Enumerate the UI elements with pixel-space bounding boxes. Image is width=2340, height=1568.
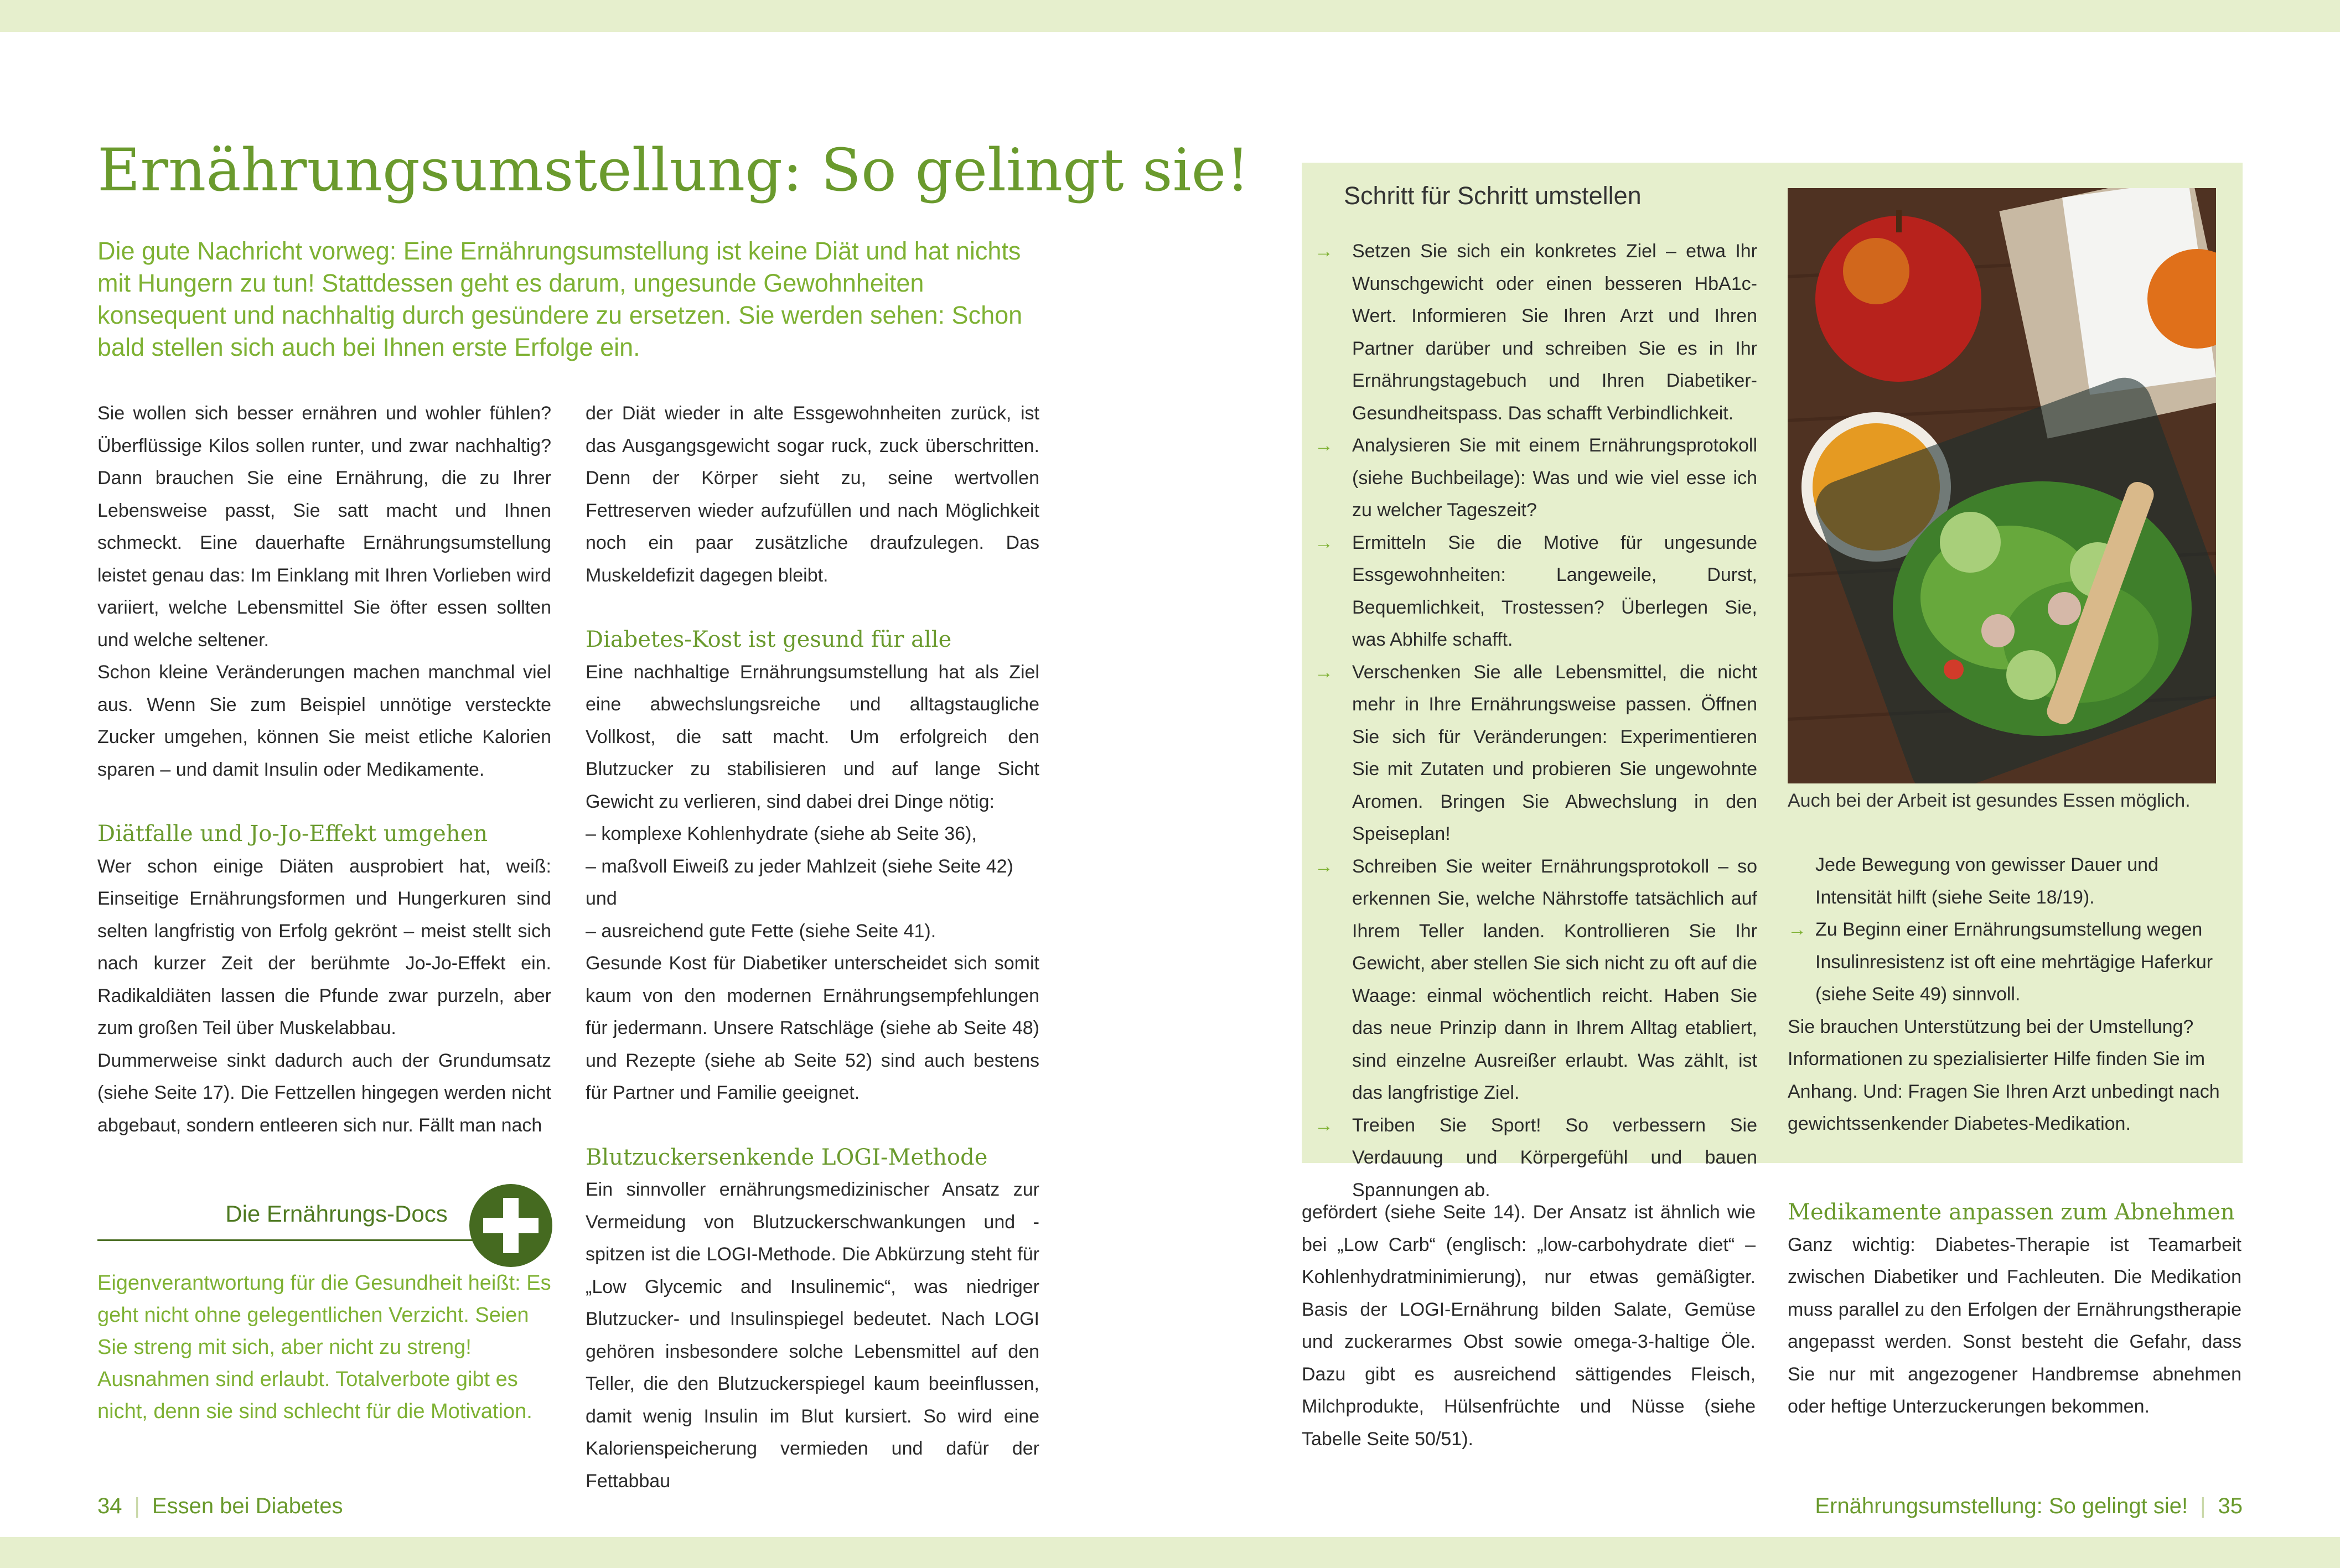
- col2-paragraph-1: der Diät wieder in alte Essgewohnheiten zurück, ist das Ausgangsgewicht sogar ruck, zuck überschritten. Denn der Körper sieht zu, seine wertvollen Fettreserven wieder aufzufüllen und nach Möglichkeit noch ein paar zusätzliche draufzulegen. Das Muskeldefizit dagegen bleibt.: [586, 403, 1039, 586]
- col4-subheading: Medikamente anpassen zum Abnehmen: [1788, 1200, 2235, 1225]
- col2-paragraph-4: Ein sinnvoller ernährungsmedizinischer Ansatz zur Vermeidung von Blutzuckerschwankungen und -spitzen ist die LOGI-Methode. Die Abkürzung steht für „Low Glycemic and Insulinemic“, was niedriger Blutzucker- und Insulinspiegel bedeutet. Nach LOGI gehören insbesondere solche Lebensmittel auf den Teller, die den Blutzuckerspiegel kaum beeinflussen, damit wenig Insulin im Blut kursiert. So wird eine Kalorienspeicherung vermieden und dafür der Fettabbau: [586, 1179, 1039, 1492]
- list-item: → Zu Beginn einer Ernährungsumstellung wegen Insulinresistenz ist oft eine mehrtägige Haferkur (siehe Seite 49) sinnvoll.: [1788, 913, 2230, 1011]
- col1-subheading: Diätfalle und Jo-Jo-Effekt umgehen: [97, 821, 488, 847]
- footer-right: [1815, 1494, 2243, 1519]
- col1-paragraph-2: Schon kleine Veränderungen machen manchmal viel aus. Wenn Sie zum Beispiel unnötige versteckte Zucker umgehen, können Sie meist etliche Kalorien sparen – und damit Insulin oder Medikamente.: [97, 662, 551, 780]
- col4-paragraph-1: Ganz wichtig: Diabetes-Therapie ist Teamarbeit zwischen Diabetiker und Fachleuten. Die Medikation muss parallel zu den Erfolgen der Ernährungstherapie angepasst werden. Sonst besteht die Gefahr, dass Sie nur mit angezogener Handbremse abnehmen oder heftige Unterzuckerungen bekommen.: [1788, 1234, 2241, 1417]
- col2-paragraph-3: Gesunde Kost für Diabetiker unterscheidet sich somit kaum von den modernen Ernährungsempfehlungen für jedermann. Unsere Ratschläge (siehe ab Seite 48) und Rezepte (siehe ab Seite 52) sind auch bestens für Partner und Familie geeignet.: [586, 953, 1039, 1103]
- footer-separator: |: [2200, 1494, 2206, 1518]
- col2-subheading-2: Blutzuckersenkende LOGI-Methode: [586, 1144, 988, 1170]
- top-band: [0, 0, 2340, 32]
- list-item: → Setzen Sie sich ein konkretes Ziel – etwa Ihr Wunschgewicht oder einen besseren HbA1c-Wert. Informieren Sie Ihren Arzt und Ihren Partner darüber und schreiben Sie es in Ihr Ernährungstagebuch und Ihren Diabetiker-Gesundheitspass. Das schafft Verbindlichkeit.: [1314, 235, 1757, 429]
- docs-text: Eigenverantwortung für die Gesundheit heißt: Es geht nicht ohne gelegentlichen Verzicht. Seien Sie streng mit sich, aber nicht zu streng! Ausnahmen sind erlaubt. Totalverbote gibt es nicht, denn sie sind schlecht für die Motivation.: [97, 1271, 551, 1423]
- col1-paragraph-4: Dummerweise sinkt dadurch auch der Grundumsatz (siehe Seite 17). Die Fettzellen hingegen werden nicht abgebaut, sondern entleeren sich nur. Fällt man nach: [97, 1050, 551, 1136]
- photo-caption: Auch bei der Arbeit ist gesundes Essen möglich.: [1788, 790, 2191, 811]
- plus-cross-icon: [469, 1184, 552, 1267]
- intro-text: Die gute Nachricht vorweg: Eine Ernährungsumstellung ist keine Diät und hat nichts mit Hungern zu tun! Stattdessen geht es darum, ungesunde Gewohnheiten konsequent und nachhaltig durch gesündere zu ersetzen. Sie werden sehen: Schon bald stellen sich auch bei Ihnen erste Erfolge ein.: [97, 237, 1023, 361]
- tip-box-right-text: [1788, 849, 2230, 1140]
- tip-box-right-paragraph-2: Sie brauchen Unterstützung bei der Umstellung? Informationen zu spezialisierter Hilfe finden Sie im Anhang. Und: Fragen Sie Ihren Arzt unbedingt nach gewichtssenkender Diabetes-Medikation.: [1788, 1016, 2220, 1134]
- bottom-band: [0, 1537, 2340, 1568]
- col3-paragraph-1: gefördert (siehe Seite 14). Der Ansatz ist ähnlich wie bei „Low Carb“ (englisch: „low-carbohydrate diet“ – Kohlenhydratminimierung), nur etwas gemäßigter. Basis der LOGI-Ernährung bilden Salate, Gemüse und zuckerarmes Obst sowie omega-3-haltige Öle. Dazu gibt es ausreichend sättigendes Fleisch, Milchprodukte, Hülsenfrüchte und Nüsse (siehe Tabelle Seite 50/51).: [1302, 1202, 1756, 1450]
- page-title: Ernährungsumstellung: So gelingt sie!: [97, 136, 1250, 204]
- col1-paragraph-1: Sie wollen sich besser ernähren und wohler fühlen? Überflüssige Kilos sollen runter, und zwar nachhaltig? Dann brauchen Sie eine Ernährung, die zu Ihrer Lebensweise passt, Sie satt macht und Ihnen schmeckt. Eine dauerhafte Ernährungsumstellung leistet genau das: Im Einklang mit Ihren Vorlieben wird variiert, welche Lebensmittel Sie öfter essen sollten und welche seltener.: [97, 403, 551, 651]
- arrow-icon: →: [1788, 919, 1806, 940]
- col2-list-item-1: – komplexe Kohlenhydrate (siehe ab Seite 36),: [586, 823, 977, 844]
- tip-box-title: Schritt für Schritt umstellen: [1344, 181, 1642, 210]
- column-4: [1788, 1196, 2241, 1423]
- page-number-right: 35: [2218, 1494, 2243, 1518]
- column-2: [586, 397, 1039, 1497]
- footer-left-text: Essen bei Diabetes: [152, 1494, 343, 1518]
- arrow-icon: →: [1314, 1114, 1333, 1136]
- col1-paragraph-3: Wer schon einige Diäten ausprobiert hat, weiß: Einseitige Ernährungsformen und Hungerkuren sind selten langfristig von Erfolg gekrönt – meist stellt sich nach kurzer Zeit der berühmte Jo-Jo-Effekt ein. Radikaldiäten lassen die Pfunde zwar purzeln, aber zum großen Teil über Muskelabbau.: [97, 855, 551, 1039]
- col2-subheading-1: Diabetes-Kost ist gesund für alle: [586, 627, 952, 652]
- footer-left: [97, 1494, 343, 1519]
- footer-right-text: Ernährungsumstellung: So gelingt sie!: [1815, 1494, 2188, 1518]
- col2-list-item-3: – ausreichend gute Fette (siehe Seite 41).: [586, 920, 936, 942]
- arrow-icon: →: [1314, 435, 1333, 456]
- page-number-left: 34: [97, 1494, 122, 1518]
- list-item: → Ermitteln Sie die Motive für ungesunde Essgewohnheiten: Langeweile, Durst, Bequemlichkeit, Trostessen? Überlegen Sie, was Abhilfe schafft.: [1314, 527, 1757, 656]
- docs-divider: [97, 1239, 474, 1241]
- list-item: → Analysieren Sie mit einem Ernährungsprotokoll (siehe Buchbeilage): Was und wie viel esse ich zu welcher Tageszeit?: [1314, 429, 1757, 527]
- list-item: → Treiben Sie Sport! So verbessern Sie Verdauung und Körpergefühl und bauen Spannungen ab.: [1314, 1109, 1757, 1207]
- col2-paragraph-2: Eine nachhaltige Ernährungsumstellung hat als Ziel eine abwechslungsreiche und alltagstaugliche Vollkost, die satt macht. Um erfolgreich den Blutzucker zu stabilisieren und auf lange Sicht Gewicht zu verlieren, sind dabei drei Dinge nötig:: [586, 661, 1039, 812]
- arrow-icon: →: [1314, 855, 1333, 877]
- column-3: [1302, 1196, 1756, 1455]
- column-1: [97, 397, 551, 1141]
- tip-box-right-paragraph-1: Jede Bewegung von gewisser Dauer und Intensität hilft (siehe Seite 18/19).: [1815, 854, 2158, 908]
- salad-photo: [1788, 188, 2216, 783]
- col2-list-item-2: – maßvoll Eiweiß zu jeder Mahlzeit (siehe Seite 42) und: [586, 855, 1013, 909]
- docs-title: Die Ernährungs-Docs: [225, 1201, 448, 1227]
- arrow-icon: →: [1314, 532, 1333, 553]
- tip-box-list: [1314, 235, 1757, 1206]
- arrow-icon: →: [1314, 661, 1333, 683]
- list-item: → Schreiben Sie weiter Ernährungsprotokoll – so erkennen Sie, welche Nährstoffe tatsächlich auf Ihrem Teller landen. Kontrollieren Sie Ihr Gewicht, aber stellen Sie sich nicht zu oft auf die Waage: einmal wöchentlich reicht. Haben Sie das neue Prinzip dann in Ihrem Alltag etabliert, sind einzelne Ausreißer erlaubt. Was zählt, ist das langfristige Ziel.: [1314, 850, 1757, 1109]
- footer-separator: |: [134, 1494, 140, 1518]
- list-item: → Verschenken Sie alle Lebensmittel, die nicht mehr in Ihre Ernährungsweise passen. Öffnen Sie sich für Veränderungen: Experimentieren Sie mit Zutaten und probieren Sie ungewohnte Aromen. Bringen Sie Abwechslung in den Speiseplan!: [1314, 656, 1757, 850]
- arrow-icon: →: [1314, 241, 1333, 262]
